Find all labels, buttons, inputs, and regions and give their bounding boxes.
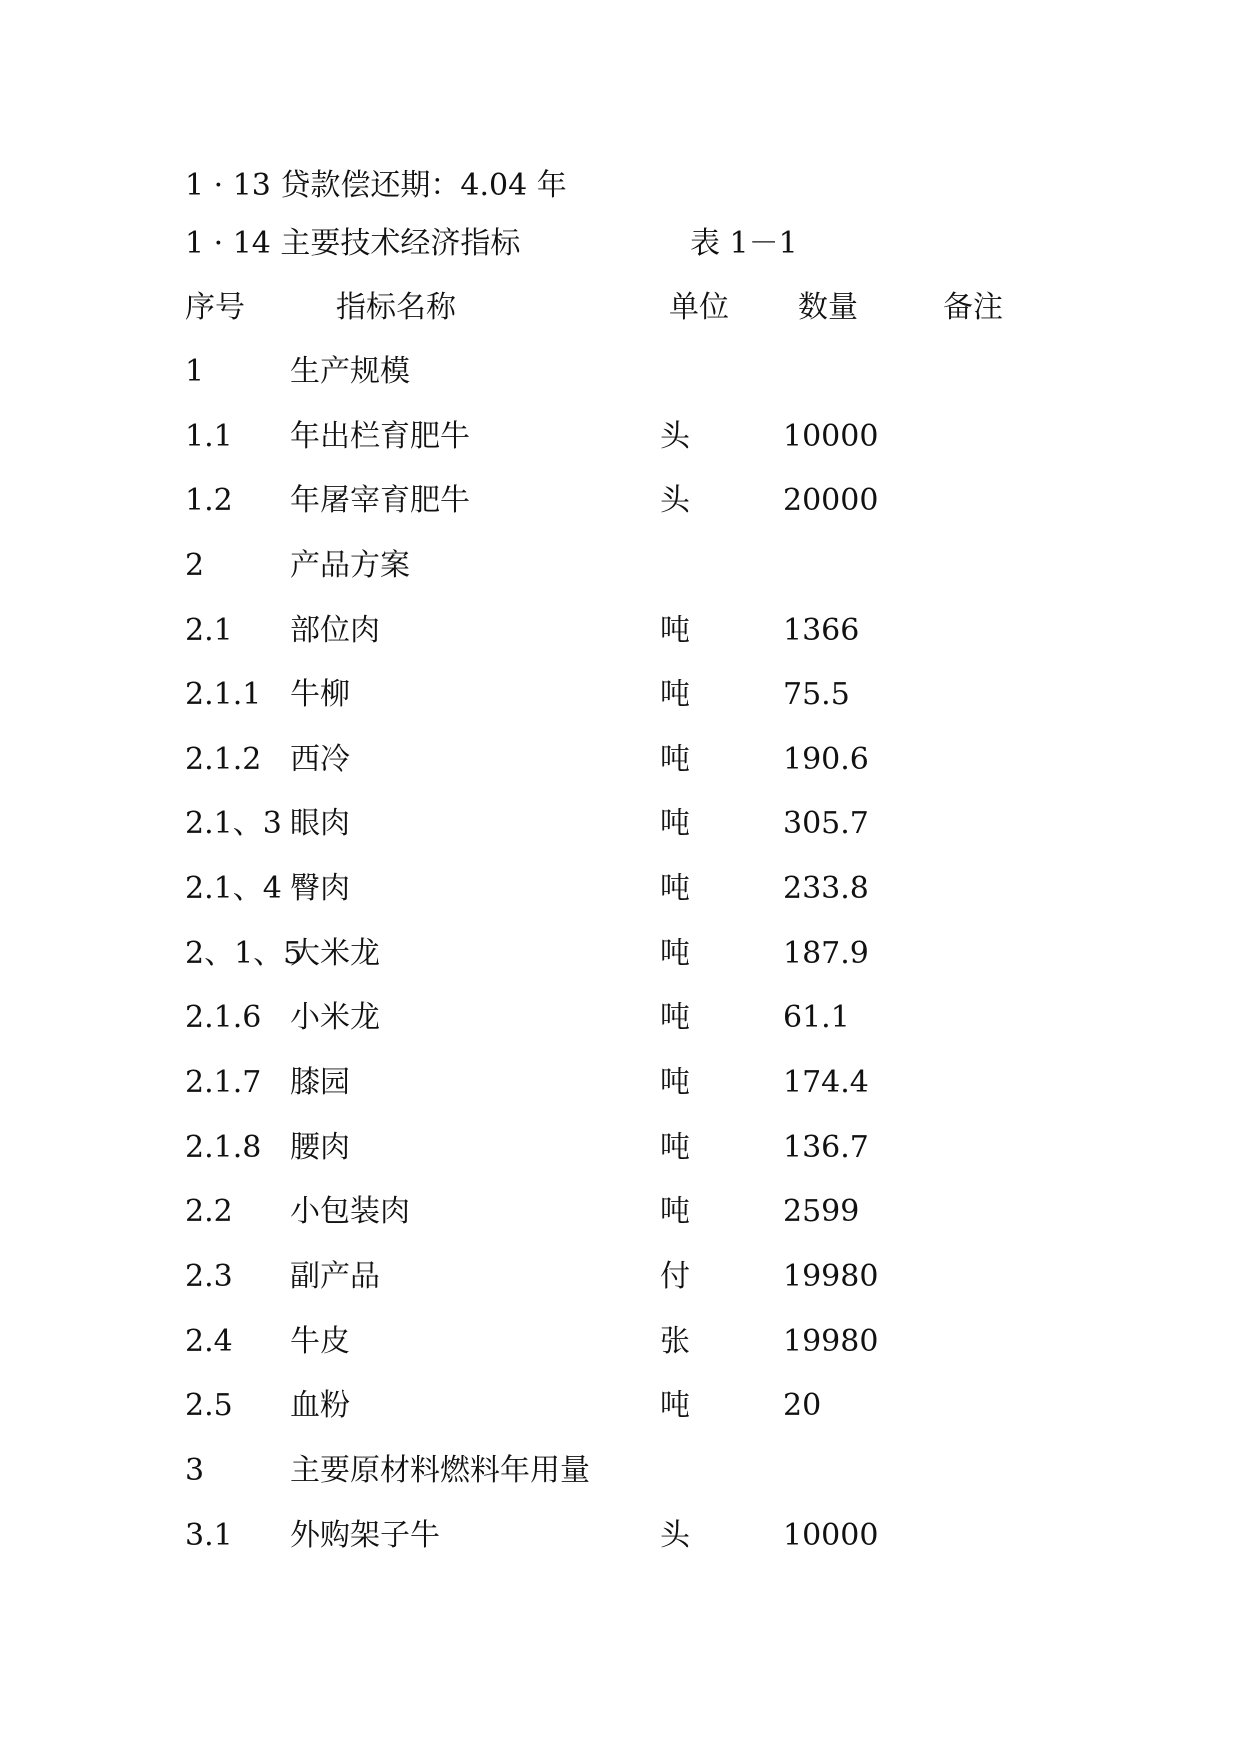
row-index: 2.1 bbox=[185, 612, 233, 648]
table-row bbox=[0, 1386, 1241, 1451]
header-name: 指标名称 bbox=[336, 290, 456, 325]
row-index: 2.1.1 bbox=[185, 677, 262, 713]
row-name: 膝园 bbox=[290, 1065, 350, 1101]
row-unit: 头 bbox=[660, 418, 690, 454]
table-row bbox=[0, 1063, 1241, 1128]
table-number: 表 1－1 bbox=[690, 226, 798, 261]
table-row bbox=[0, 352, 1241, 417]
row-index: 2.1、3 bbox=[185, 806, 282, 842]
row-unit: 吨 bbox=[660, 871, 690, 907]
row-name: 部位肉 bbox=[290, 612, 380, 648]
header-quantity: 数量 bbox=[798, 290, 858, 325]
row-quantity: 305.7 bbox=[783, 806, 869, 842]
row-unit: 吨 bbox=[660, 1065, 690, 1101]
table-row bbox=[0, 1516, 1241, 1581]
table-row bbox=[0, 1451, 1241, 1516]
indicators-title-line bbox=[185, 224, 798, 264]
row-unit: 张 bbox=[660, 1323, 690, 1359]
row-unit: 头 bbox=[660, 1517, 690, 1553]
row-unit: 吨 bbox=[660, 677, 690, 713]
row-index: 2.5 bbox=[185, 1388, 233, 1424]
row-index: 2.1.7 bbox=[185, 1065, 262, 1101]
row-quantity: 75.5 bbox=[783, 677, 850, 713]
row-index: 1 bbox=[185, 354, 205, 389]
row-index: 2.2 bbox=[185, 1194, 233, 1230]
row-name: 主要原材料燃料年用量 bbox=[290, 1452, 590, 1488]
table-row bbox=[0, 611, 1241, 676]
row-name: 西冷 bbox=[290, 741, 350, 777]
row-index: 2.1.2 bbox=[185, 741, 262, 777]
row-name: 血粉 bbox=[290, 1388, 350, 1424]
row-index: 1.1 bbox=[185, 418, 233, 454]
table-row bbox=[0, 804, 1241, 869]
row-quantity: 20000 bbox=[783, 483, 879, 519]
row-quantity: 10000 bbox=[783, 1517, 879, 1553]
indicator-table-body bbox=[0, 352, 1241, 1580]
table-row bbox=[0, 934, 1241, 999]
row-name: 小米龙 bbox=[290, 1000, 380, 1036]
row-index: 2.1、4 bbox=[185, 871, 282, 907]
row-index: 2、1、5 bbox=[185, 935, 303, 971]
row-index: 2 bbox=[185, 547, 205, 583]
row-unit: 吨 bbox=[660, 612, 690, 648]
row-quantity: 136.7 bbox=[783, 1129, 869, 1165]
row-name: 生产规模 bbox=[290, 354, 410, 389]
row-name: 年出栏育肥牛 bbox=[290, 418, 470, 454]
row-quantity: 20 bbox=[783, 1388, 822, 1424]
row-name: 牛柳 bbox=[290, 677, 350, 713]
table-row bbox=[0, 546, 1241, 611]
row-quantity: 187.9 bbox=[783, 935, 869, 971]
row-index: 3.1 bbox=[185, 1517, 233, 1553]
header-unit: 单位 bbox=[669, 290, 729, 325]
row-name: 臀肉 bbox=[290, 871, 350, 907]
row-name: 副产品 bbox=[290, 1258, 380, 1294]
table-row bbox=[0, 869, 1241, 934]
row-unit: 吨 bbox=[660, 935, 690, 971]
row-quantity: 233.8 bbox=[783, 871, 869, 907]
row-quantity: 19980 bbox=[783, 1323, 879, 1359]
row-quantity: 2599 bbox=[783, 1194, 860, 1230]
row-index: 3 bbox=[185, 1452, 205, 1488]
row-unit: 吨 bbox=[660, 1000, 690, 1036]
header-index: 序号 bbox=[185, 290, 245, 325]
table-row bbox=[0, 1192, 1241, 1257]
row-name: 产品方案 bbox=[290, 547, 410, 583]
row-name: 牛皮 bbox=[290, 1323, 350, 1359]
row-quantity: 1366 bbox=[783, 612, 860, 648]
row-quantity: 19980 bbox=[783, 1258, 879, 1294]
table-row bbox=[0, 1322, 1241, 1387]
row-index: 1.2 bbox=[185, 483, 233, 519]
row-index: 2.1.6 bbox=[185, 1000, 262, 1036]
section-title: 1 · 14 主要技术经济指标 bbox=[185, 226, 521, 261]
row-name: 外购架子牛 bbox=[290, 1517, 440, 1553]
row-index: 2.4 bbox=[185, 1323, 233, 1359]
table-row bbox=[0, 417, 1241, 482]
repayment-period-line: 1 · 13 贷款偿还期：4.04 年 bbox=[185, 168, 567, 203]
row-name: 大米龙 bbox=[290, 935, 380, 971]
row-unit: 付 bbox=[660, 1258, 690, 1294]
table-row bbox=[0, 740, 1241, 805]
row-name: 年屠宰育肥牛 bbox=[290, 483, 470, 519]
row-unit: 吨 bbox=[660, 741, 690, 777]
row-unit: 吨 bbox=[660, 806, 690, 842]
table-row bbox=[0, 481, 1241, 546]
row-index: 2.1.8 bbox=[185, 1129, 262, 1165]
row-index: 2.3 bbox=[185, 1258, 233, 1294]
row-name: 腰肉 bbox=[290, 1129, 350, 1165]
row-quantity: 10000 bbox=[783, 418, 879, 454]
row-name: 眼肉 bbox=[290, 806, 350, 842]
row-unit: 吨 bbox=[660, 1194, 690, 1230]
row-quantity: 61.1 bbox=[783, 1000, 850, 1036]
table-row bbox=[0, 998, 1241, 1063]
table-row bbox=[0, 675, 1241, 740]
header-note: 备注 bbox=[943, 290, 1003, 325]
row-quantity: 190.6 bbox=[783, 741, 869, 777]
row-unit: 头 bbox=[660, 483, 690, 519]
row-quantity: 174.4 bbox=[783, 1065, 869, 1101]
row-unit: 吨 bbox=[660, 1129, 690, 1165]
table-row bbox=[0, 1257, 1241, 1322]
row-name: 小包装肉 bbox=[290, 1194, 410, 1230]
row-unit: 吨 bbox=[660, 1388, 690, 1424]
table-row bbox=[0, 1128, 1241, 1193]
